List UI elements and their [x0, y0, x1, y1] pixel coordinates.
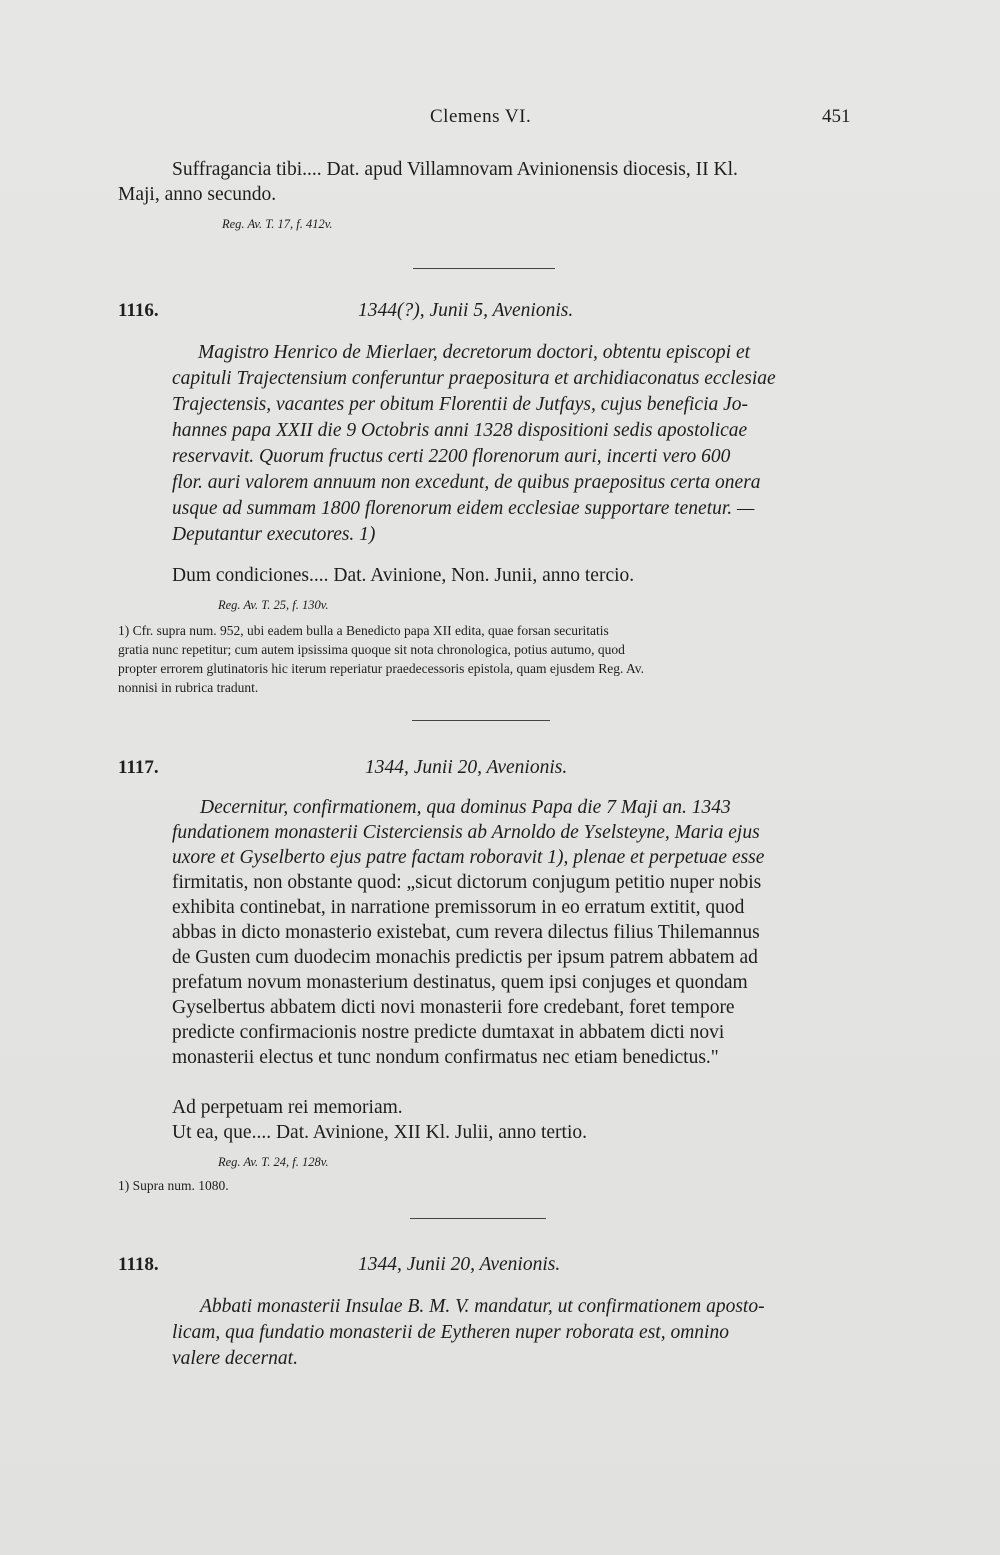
summary-line: Magistro Henrico de Mierlaer, decretorum doctori, obtentu episcopi et	[198, 342, 751, 363]
register-reference: Reg. Av. T. 24, f. 128v.	[218, 1155, 329, 1169]
section-divider	[412, 720, 550, 721]
summary-line: hannes papa XXII die 9 Octobris anni 1328 dispositioni sedis apostolicae	[172, 420, 748, 441]
entry-number: 1116.	[118, 300, 159, 321]
summary-line: Decernitur, confirmationem, qua dominus Papa die 7 Maji an. 1343	[200, 797, 731, 818]
text-line: Gyselbertus abbatem dicti novi monasterii fore credebant, foret tempore	[172, 997, 735, 1018]
text-line: monasterii electus et tunc nondum confirmatus nec etiam benedictus."	[172, 1047, 719, 1068]
register-reference: Reg. Av. T. 17, f. 412v.	[222, 217, 333, 231]
footnote-line: 1) Supra num. 1080.	[118, 1178, 229, 1193]
section-divider	[413, 268, 555, 269]
summary-line: fundationem monasterii Cisterciensis ab Arnoldo de Yselsteyne, Maria ejus	[172, 822, 760, 843]
incipit-line: Dum condiciones.... Dat. Avinione, Non. Junii, anno tercio.	[172, 565, 635, 586]
entry-number: 1118.	[118, 1254, 159, 1275]
entry-number: 1117.	[118, 757, 159, 778]
footnote-line: gratia nunc repetitur; cum autem ipsissima quoque sit nota chronologica, potius autumo, quod	[118, 642, 625, 657]
page-number: 451	[822, 106, 851, 127]
summary-line: Trajectensis, vacantes per obitum Florentii de Jutfays, cujus beneficia Jo-	[172, 394, 749, 415]
summary-line: flor. auri valorem annuum non excedunt, de quibus praepositus certa onera	[172, 472, 761, 493]
section-divider	[410, 1218, 546, 1219]
summary-line: reservavit. Quorum fructus certi 2200 florenorum auri, incerti vero 600	[172, 446, 731, 467]
entry-date: 1344(?), Junii 5, Avenionis.	[358, 300, 574, 321]
summary-line: usque ad summam 1800 florenorum eidem ecclesiae supportare tenetur. —	[172, 498, 755, 519]
summary-line: uxore et Gyselberto ejus patre factam roboravit 1), plenae et perpetuae esse	[172, 847, 765, 868]
text-line: de Gusten cum duodecim monachis predictis per ipsum patrem abbatem ad	[172, 947, 758, 968]
summary-line: valere decernat.	[172, 1348, 298, 1369]
text-line: Maji, anno secundo.	[118, 184, 277, 205]
summary-line: capituli Trajectensium conferuntur praepositura et archidiaconatus ecclesiae	[172, 368, 776, 389]
text-line: prefatum novum monasterium destinatus, quem ipsi conjuges et quondam	[172, 972, 748, 993]
text-line: abbas in dicto monasterio existebat, cum revera dilectus filius Thilemannus	[172, 922, 760, 943]
text-line: Suffragancia tibi.... Dat. apud Villamnovam Avinionensis diocesis, II Kl.	[172, 159, 738, 180]
entry-date: 1344, Junii 20, Avenionis.	[358, 1254, 561, 1275]
summary-line: Abbati monasterii Insulae B. M. V. mandatur, ut confirmationem aposto-	[200, 1296, 765, 1317]
formula-line: Ad perpetuam rei memoriam.	[172, 1097, 403, 1118]
summary-line: licam, qua fundatio monasterii de Eytheren nuper roborata est, omnino	[172, 1322, 729, 1343]
entry-date: 1344, Junii 20, Avenionis.	[365, 757, 568, 778]
incipit-line: Ut ea, que.... Dat. Avinione, XII Kl. Julii, anno tertio.	[172, 1122, 588, 1143]
text-line: predicte confirmacionis nostre predicte dumtaxat in abbatem dicti novi	[172, 1022, 725, 1043]
running-header: Clemens VI.	[430, 106, 532, 127]
footnote-line: nonnisi in rubrica tradunt.	[118, 680, 259, 695]
register-reference: Reg. Av. T. 25, f. 130v.	[218, 598, 329, 612]
footnote-line: 1) Cfr. supra num. 952, ubi eadem bulla a Benedicto papa XII edita, quae forsan securitatis	[118, 623, 609, 638]
text-line: exhibita continebat, in narratione premissorum in eo erratum extitit, quod	[172, 897, 745, 918]
summary-line: Deputantur executores. 1)	[172, 524, 376, 545]
footnote-line: propter errorem glutinatoris hic iterum reperiatur praedecessoris epistola, quam ejusdem Reg. Av.	[118, 661, 644, 676]
text-line: firmitatis, non obstante quod: „sicut dictorum conjugum petitio nuper nobis	[172, 872, 762, 893]
